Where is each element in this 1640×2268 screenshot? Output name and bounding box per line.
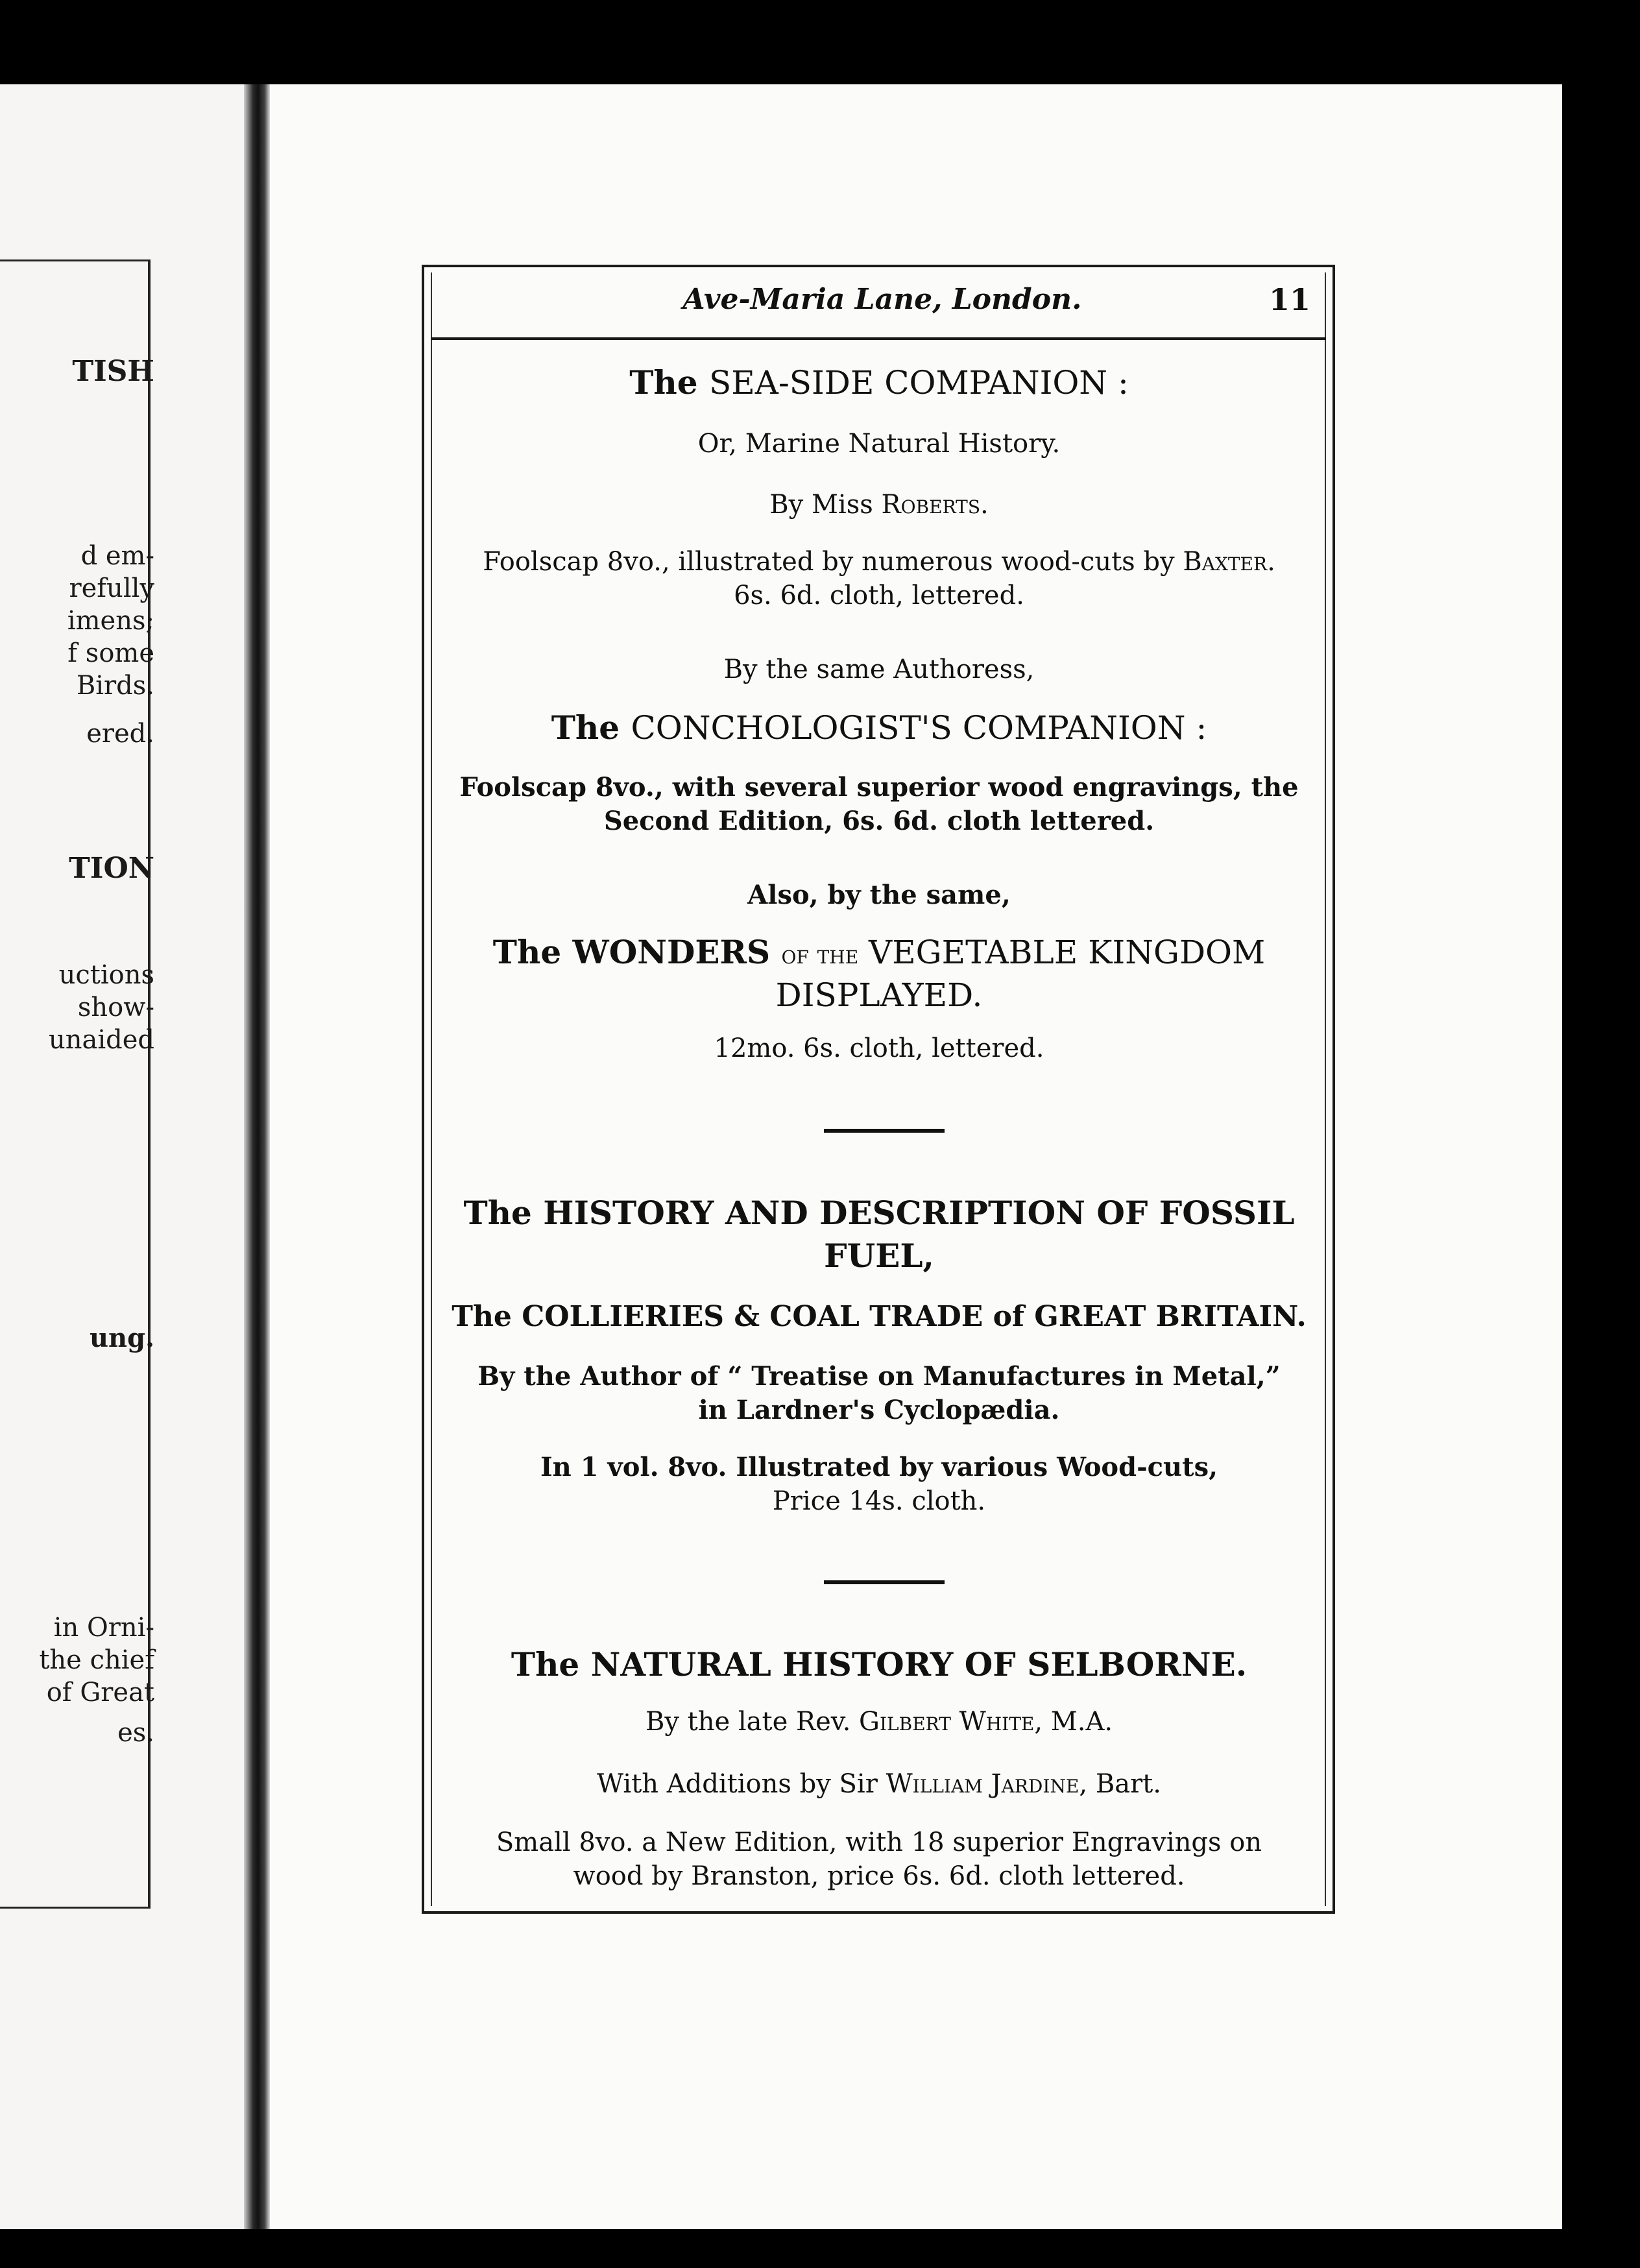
- book-subtitle: Or, Marine Natural History.: [697, 429, 1061, 459]
- author-name: Roberts.: [881, 490, 989, 520]
- book-intro: By the same Authoress,: [723, 655, 1035, 684]
- title-main: CONCHOLOGIST'S COMPANION :: [631, 709, 1207, 747]
- book-author-line2: in Lardner's Cyclopædia.: [698, 1395, 1060, 1425]
- scan-top-border: [0, 0, 1640, 84]
- book-price: Price 14s. cloth.: [772, 1486, 986, 1516]
- editor-name: William Jardine: [886, 1769, 1079, 1799]
- title-prefix: The: [551, 708, 631, 747]
- title-prefix: The: [629, 363, 709, 402]
- left-fragment-line: the chief: [39, 1645, 154, 1675]
- title-part: The WONDERS: [492, 933, 782, 971]
- book-title-line3: The COLLIERIES & COAL TRADE of GREAT BRITAIN.: [452, 1300, 1307, 1333]
- page-number: 11: [1268, 282, 1310, 317]
- book-author: [448, 488, 1310, 522]
- book-spine: [244, 84, 270, 2229]
- author-prefix: By the late Rev.: [645, 1707, 860, 1737]
- left-fragment-line: uctions: [58, 960, 154, 990]
- book-title-selborne: The NATURAL HISTORY OF SELBORNE.: [511, 1645, 1248, 1683]
- book-price: 6s. 6d. cloth, lettered.: [734, 581, 1024, 610]
- section-rule: [824, 1129, 945, 1133]
- left-fragment-line: unaided: [48, 1025, 154, 1055]
- book-format: 12mo. 6s. cloth, lettered.: [714, 1033, 1044, 1063]
- header-rule: [431, 337, 1326, 340]
- book-format: In 1 vol. 8vo. Illustrated by various Wood-cuts,: [540, 1452, 1218, 1482]
- book-title-fossil-fuel: The HISTORY AND DESCRIPTION OF FOSSIL: [463, 1194, 1295, 1232]
- left-fragment-line: in Orni-: [53, 1613, 154, 1643]
- left-fragment-line: show-: [77, 993, 154, 1022]
- title-part: of the: [781, 940, 859, 970]
- book-title-line2: FUEL,: [824, 1237, 934, 1275]
- scan-bottom-border: [0, 2229, 1640, 2268]
- author-name: Gilbert White: [859, 1707, 1035, 1737]
- book-additions: [448, 1767, 1310, 1801]
- book-author: By the Author of “ Treatise on Manufactures in Metal,”: [477, 1361, 1281, 1392]
- book-author: [448, 1705, 1310, 1739]
- book-price: wood by Branston, price 6s. 6d. cloth lettered.: [573, 1861, 1185, 1891]
- left-fragment-line: TISH: [72, 355, 154, 388]
- left-fragment-line: imens;: [67, 606, 154, 636]
- illustrator-name: Baxter.: [1183, 547, 1275, 577]
- left-fragment-line: TION: [69, 852, 154, 885]
- author-prefix: By Miss: [769, 490, 882, 520]
- author-suffix: , M.A.: [1034, 1707, 1113, 1737]
- left-fragment-line: f some: [67, 638, 154, 668]
- title-part: VEGETABLE KINGDOM: [858, 934, 1266, 971]
- book-intro: Also, by the same,: [747, 880, 1011, 910]
- book-title-wonders: [448, 932, 1310, 976]
- running-head: Ave-Maria Lane, London.: [682, 283, 1082, 316]
- scan-right-border: [1562, 0, 1640, 2268]
- left-fragment-line: d em-: [80, 541, 154, 571]
- left-fragment-line: refully: [69, 573, 154, 603]
- book-title-conchologists-companion: [448, 707, 1310, 749]
- format-text: Foolscap 8vo., illustrated by numerous wood-cuts by: [483, 547, 1183, 577]
- left-fragment-line: ung.: [89, 1323, 154, 1353]
- title-main: SEA-SIDE COMPANION :: [708, 364, 1129, 402]
- book-format: Small 8vo. a New Edition, with 18 superior Engravings on: [496, 1828, 1262, 1857]
- additions-suffix: , Bart.: [1079, 1769, 1161, 1799]
- left-fragment-line: ered.: [86, 719, 154, 749]
- book-format: [448, 545, 1310, 579]
- left-fragment-line: es.: [117, 1718, 154, 1748]
- book-title-line2: DISPLAYED.: [775, 976, 983, 1014]
- left-fragment-line: Birds.: [76, 671, 154, 701]
- book-price: Second Edition, 6s. 6d. cloth lettered.: [603, 806, 1155, 836]
- book-title-sea-side-companion: [448, 362, 1310, 404]
- left-fragment-line: of Great: [46, 1678, 154, 1707]
- section-rule: [824, 1580, 945, 1584]
- book-format: Foolscap 8vo., with several superior wood engravings, the: [459, 772, 1299, 802]
- additions-prefix: With Additions by Sir: [597, 1769, 886, 1799]
